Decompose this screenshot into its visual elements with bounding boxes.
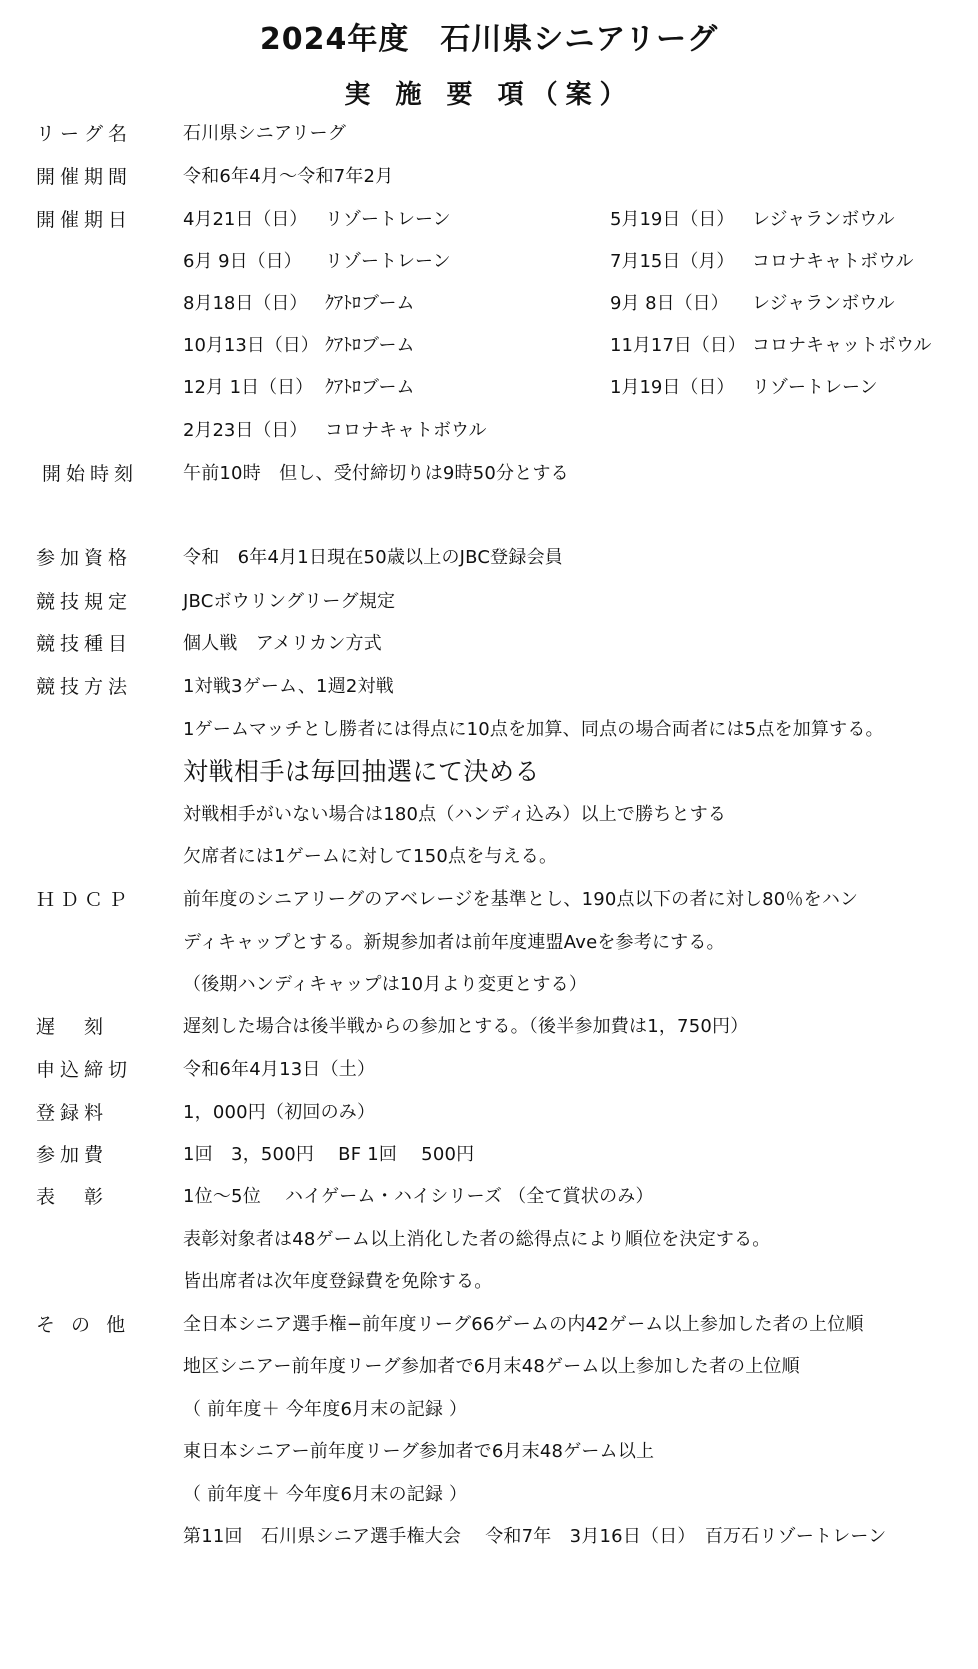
- schedule-venue: レジャランボウル: [752, 293, 895, 314]
- method-emphasis: 対戦相手は毎回抽選にて決める: [183, 757, 541, 786]
- schedule-date: 4月21日（日）: [183, 209, 308, 230]
- schedule-venue: ｸｱﾄﾛブーム: [325, 377, 415, 398]
- schedule-entry: [610, 292, 895, 316]
- method-line: 1ゲームマッチとし勝者には得点に10点を加算、同点の場合両者には5点を加算する。: [183, 719, 884, 740]
- value-period: 令和6年4月～令和7年2月: [183, 166, 394, 187]
- value-participation-fee: 1回 3，500円 BF 1回 500円: [183, 1144, 475, 1165]
- value-deadline: 令和6年4月13日（土）: [183, 1059, 376, 1080]
- label-awards: 表 彰: [36, 1186, 109, 1208]
- value-registration-fee: 1，000円（初回のみ）: [183, 1102, 376, 1123]
- label-other: そ の 他: [36, 1314, 131, 1336]
- schedule-date: 1月19日（日）: [610, 377, 735, 398]
- schedule-venue: ｸｱﾄﾛブーム: [325, 335, 415, 356]
- schedule-date: 12月 1日（日）: [183, 377, 314, 398]
- label-rules: 競技規定: [36, 591, 133, 613]
- value-event: 個人戦 アメリカン方式: [183, 633, 382, 654]
- hdcp-line: （後期ハンディキャップは10月より変更とする）: [183, 974, 588, 995]
- document-title: 2024年度 石川県シニアリーグ: [259, 22, 719, 57]
- schedule-entry: [183, 376, 414, 400]
- schedule-entry: [610, 376, 878, 400]
- other-line: （ 前年度＋ 今年度6月末の記録 ）: [183, 1399, 468, 1420]
- schedule-venue: コロナキャトボウル: [752, 251, 914, 272]
- schedule-venue: リゾートレーン: [325, 251, 451, 272]
- label-event: 競技種目: [36, 633, 133, 655]
- label-participation-fee: 参加費: [36, 1144, 109, 1166]
- schedule-venue: リゾートレーン: [325, 209, 451, 230]
- label-period: 開催期間: [36, 166, 133, 188]
- awards-line: 1位～5位 ハイゲーム・ハイシリーズ （全て賞状のみ）: [183, 1186, 654, 1207]
- schedule-venue: ｸｱﾄﾛブーム: [325, 293, 415, 314]
- value-start-time: 午前10時 但し、受付締切りは9時50分とする: [183, 463, 569, 484]
- schedule-entry: [610, 334, 931, 358]
- schedule-entry: [183, 250, 451, 274]
- schedule-entry: [183, 208, 451, 232]
- schedule-date: 5月19日（日）: [610, 209, 735, 230]
- label-league-name: リーグ名: [36, 123, 133, 145]
- schedule-venue: コロナキャトボウル: [325, 420, 487, 441]
- other-line: 全日本シニア選手権−前年度リーグ66ゲームの内42ゲーム以上参加した者の上位順: [183, 1314, 864, 1335]
- schedule-venue: コロナキャットボウル: [752, 335, 932, 356]
- schedule-date: 6月 9日（日）: [183, 251, 302, 272]
- other-line: 第11回 石川県シニア選手権大会 令和7年 3月16日（日） 百万石リゾートレーン: [183, 1526, 887, 1547]
- schedule-date: 10月13日（日）: [183, 335, 319, 356]
- schedule-date: 9月 8日（日）: [610, 293, 729, 314]
- label-deadline: 申込締切: [36, 1059, 133, 1081]
- label-start-time: 開始時刻: [42, 463, 139, 485]
- schedule-entry: [183, 419, 486, 443]
- schedule-venue: リゾートレーン: [752, 377, 878, 398]
- label-eligibility: 参加資格: [36, 547, 133, 569]
- label-hdcp: ＨＤＣＰ: [36, 889, 133, 911]
- other-line: 東日本シニアー前年度リーグ参加者で6月末48ゲーム以上: [183, 1441, 655, 1462]
- awards-line: 皆出席者は次年度登録費を免除する。: [183, 1271, 493, 1292]
- document-subtitle: 実 施 要 項（案）: [344, 80, 634, 110]
- hdcp-line: 前年度のシニアリーグのアベレージを基準とし、190点以下の者に対し80％をハン: [183, 889, 859, 910]
- schedule-entry: [610, 250, 913, 274]
- awards-line: 表彰対象者は48ゲーム以上消化した者の総得点により順位を決定する。: [183, 1229, 771, 1250]
- method-line: 欠席者には1ゲームに対して150点を与える。: [183, 846, 558, 867]
- label-schedule: 開催期日: [36, 209, 133, 231]
- hdcp-line: ディキャップとする。新規参加者は前年度連盟Aveを参考にする。: [183, 932, 725, 953]
- value-late: 遅刻した場合は後半戦からの参加とする。（後半参加費は1，750円）: [183, 1016, 749, 1037]
- schedule-date: 8月18日（日）: [183, 293, 308, 314]
- other-line: 地区シニアー前年度リーグ参加者で6月末48ゲーム以上参加した者の上位順: [183, 1356, 800, 1377]
- schedule-entry: [183, 292, 414, 316]
- label-registration-fee: 登録料: [36, 1102, 109, 1124]
- value-rules: JBCボウリングリーグ規定: [183, 591, 396, 612]
- value-eligibility: 令和 6年4月1日現在50歳以上のJBC登録会員: [183, 547, 563, 568]
- schedule-entry: [610, 208, 895, 232]
- label-late: 遅 刻: [36, 1016, 109, 1038]
- schedule-date: 11月17日（日）: [610, 335, 746, 356]
- method-line: 対戦相手がいない場合は180点（ハンディ込み）以上で勝ちとする: [183, 804, 727, 825]
- method-line: 1対戦3ゲーム、1週2対戦: [183, 676, 394, 697]
- value-league-name: 石川県シニアリーグ: [183, 123, 347, 144]
- schedule-date: 2月23日（日）: [183, 420, 308, 441]
- label-method: 競技方法: [36, 676, 133, 698]
- schedule-entry: [183, 334, 414, 358]
- schedule-venue: レジャランボウル: [752, 209, 895, 230]
- schedule-date: 7月15日（月）: [610, 251, 735, 272]
- other-line: （ 前年度＋ 今年度6月末の記録 ）: [183, 1484, 468, 1505]
